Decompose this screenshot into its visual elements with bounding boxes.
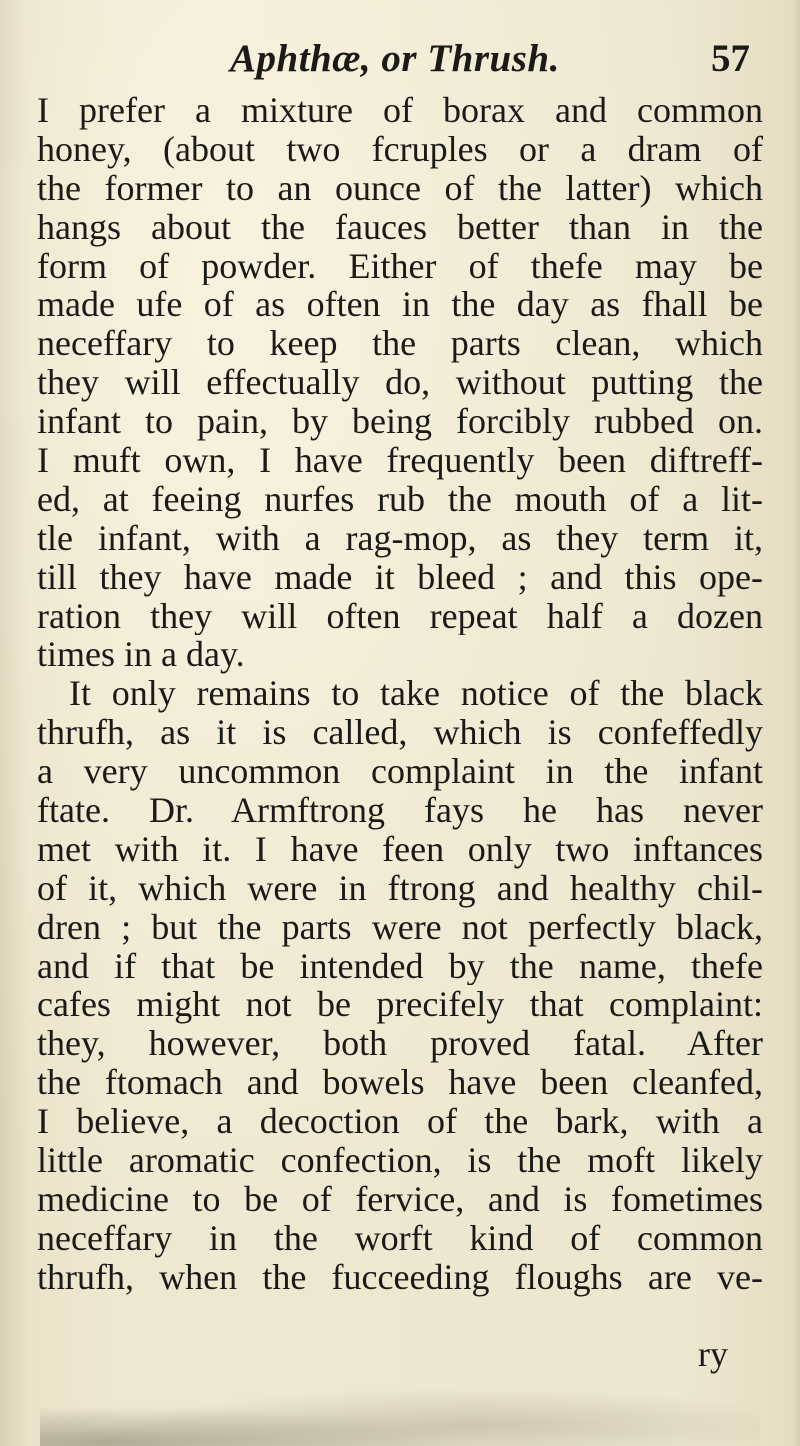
text-line: the former to an ounce of the latter) which xyxy=(37,168,763,208)
text-line: a very uncommon complaint in the infant xyxy=(37,752,763,792)
page-number: 57 xyxy=(711,37,750,80)
text-line: the ftomach and bowels have been cleanfed, xyxy=(37,1063,763,1103)
text-line: made ufe of as often in the day as fhall be xyxy=(37,285,763,325)
body-text xyxy=(37,91,763,1297)
text-line: cafes might not be precifely that complaint: xyxy=(37,985,763,1025)
text-line: I prefer a mixture of borax and common xyxy=(37,91,763,130)
text-line: little aromatic confection, is the moft likely xyxy=(37,1141,763,1180)
text-line: they, however, both proved fatal. After xyxy=(37,1024,763,1064)
text-line: times in a day. xyxy=(37,635,245,675)
text-line: neceffary in the worft kind of common xyxy=(37,1218,763,1258)
text-line: they will effectually do, without putting the xyxy=(37,363,763,403)
text-line: hangs about the fauces better than in the xyxy=(37,207,763,247)
text-line: tle infant, with a rag-mop, as they term it, xyxy=(37,518,763,558)
text-line: infant to pain, by being forcibly rubbed on. xyxy=(37,402,763,442)
page-stain xyxy=(40,1378,760,1446)
running-title: Aphthæ, or Thrush. xyxy=(230,37,560,80)
text-line: thrufh, when the fucceeding floughs are ve- xyxy=(37,1257,763,1297)
text-line: ration they will often repeat half a dozen xyxy=(37,596,763,636)
page-header xyxy=(230,36,750,88)
text-line: ftate. Dr. Armftrong fays he has never xyxy=(37,791,763,830)
catchword: ry xyxy=(698,1334,728,1374)
text-line: I believe, a decoction of the bark, with a xyxy=(37,1102,763,1142)
text-line: neceffary to keep the parts clean, which xyxy=(37,324,763,364)
text-line: honey, (about two fcruples or a dram of xyxy=(37,129,763,169)
text-line: met with it. I have feen only two inftances xyxy=(37,829,763,869)
text-line: form of powder. Either of thefe may be xyxy=(37,246,763,286)
text-line: thrufh, as it is called, which is confeffedly xyxy=(37,713,763,753)
text-line: of it, which were in ftrong and healthy chil- xyxy=(37,868,763,908)
text-line: ed, at feeing nurfes rub the mouth of a lit- xyxy=(37,479,763,519)
text-line: till they have made it bleed ; and this ope- xyxy=(37,557,763,597)
text-line: medicine to be of fervice, and is fometimes xyxy=(37,1179,763,1219)
text-line: dren ; but the parts were not perfectly black, xyxy=(37,907,763,947)
text-line: and if that be intended by the name, thefe xyxy=(37,946,763,986)
paragraph-start-line: It only remains to take notice of the black xyxy=(69,674,763,714)
text-line: I muft own, I have frequently been diftreff- xyxy=(37,441,763,480)
